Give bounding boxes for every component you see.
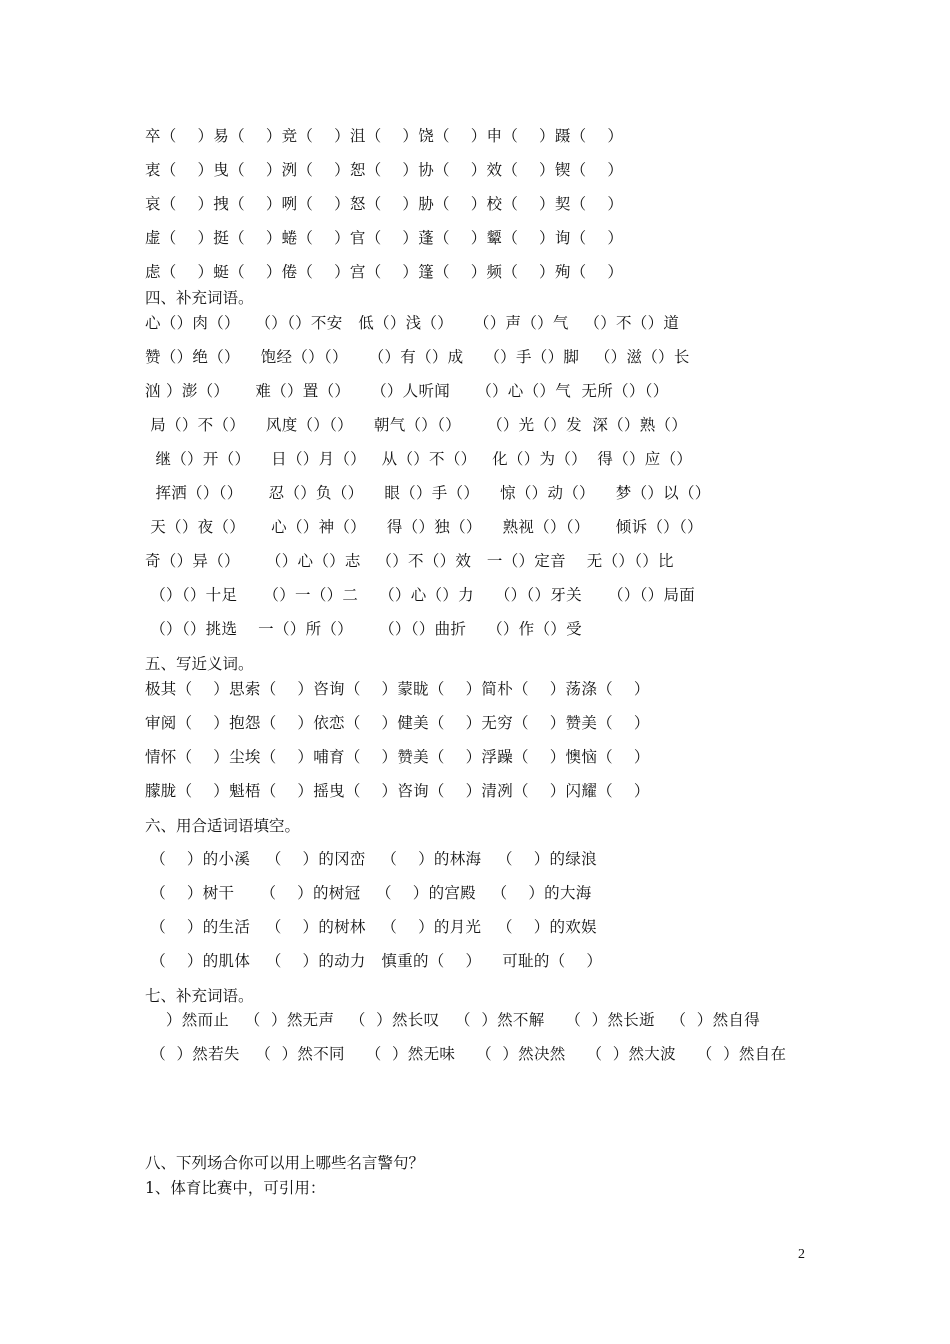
- idiom-row-7: 天（）夜（） 心（）神（） 得（）独（） 熟视（）（） 倾诉（）（）: [145, 518, 703, 536]
- fill-row-2: （ ）树干 （ ）的树冠 （ ）的宫殿 （ ）的大海: [145, 884, 592, 902]
- fill-row-4: （ ）的肌体 （ ）的动力 慎重的（ ） 可耻的（ ）: [145, 952, 603, 970]
- section8-title: 八、下列场合你可以用上哪些名言警句？: [145, 1154, 425, 1172]
- ran-row-2: （ ）然若失 （ ）然不同 （ ）然无味 （ ）然决然 （ ）然大波 （ ）然自在: [145, 1045, 787, 1063]
- char-row-5: 虑（ ）蜓（ ）倦（ ）宫（ ）篷（ ）频（ ）殉（ ）: [145, 263, 624, 281]
- idiom-row-6: 挥洒（）（） 忍（）负（） 眼（）手（） 惊（）动（） 梦（）以（）: [145, 484, 711, 502]
- ran-row-1: ）然而止 （ ）然无声 （ ）然长叹 （ ）然不解 （ ）然长逝 （ ）然自得: [145, 1011, 761, 1029]
- idiom-row-8: 奇（）异（） （）心（）志 （）不（）效 一（）定音 无（）（）比: [145, 552, 674, 570]
- fill-row-3: （ ）的生活 （ ）的树林 （ ）的月光 （ ）的欢娱: [145, 918, 597, 936]
- page-number: 2: [798, 1247, 805, 1262]
- section8-item-1: 1、体育比赛中，可引用：: [145, 1179, 326, 1197]
- synonym-row-4: 朦胧（ ）魁梧（ ）摇曳（ ）咨询（ ）清冽（ ）闪耀（ ）: [145, 782, 650, 800]
- idiom-row-4: 局（）不（） 风度（）（） 朝气（）（） （）光（）发 深（）熟（）: [145, 416, 688, 434]
- section4-title: 四、补充词语。: [145, 289, 254, 307]
- fill-row-1: （ ）的小溪 （ ）的冈峦 （ ）的林海 （ ）的绿浪: [145, 850, 597, 868]
- idiom-row-2: 赞（）绝（） 饱经（）（） （）有（）成 （）手（）脚 （）滋（）长: [145, 348, 690, 366]
- section7-title: 七、补充词语。: [145, 987, 254, 1005]
- char-row-2: 衷（ ）曳（ ）洌（ ）恕（ ）协（ ）效（ ）锲（ ）: [145, 161, 624, 179]
- section5-title: 五、写近义词。: [145, 655, 254, 673]
- synonym-row-1: 极其（ ）思索（ ）咨询（ ）蒙眬（ ）简朴（ ）荡涤（ ）: [145, 680, 650, 698]
- idiom-row-3: 汹 ）澎（） 难（）置（） （）人听闻 （）心（）气 无所（）（）: [145, 382, 669, 400]
- synonym-row-3: 情怀（ ）尘埃（ ）哺育（ ）赞美（ ）浮躁（ ）懊恼（ ）: [145, 748, 650, 766]
- char-row-1: 卒（ ）易（ ）竞（ ）沮（ ）饶（ ）申（ ）蹑（ ）: [145, 127, 624, 145]
- char-row-4: 虚（ ）挺（ ）蜷（ ）官（ ）蓬（ ）颦（ ）询（ ）: [145, 229, 624, 247]
- idiom-row-1: 心（）肉（） （）（）不安 低（）浅（） （）声（）气 （）不（）道: [145, 314, 680, 332]
- synonym-row-2: 审阅（ ）抱怨（ ）依恋（ ）健美（ ）无穷（ ）赞美（ ）: [145, 714, 650, 732]
- idiom-row-9: （）（）十足 （）一（）二 （）心（）力 （）（）牙关 （）（）局面: [145, 586, 696, 604]
- idiom-row-10: （）（）挑选 一（）所（） （）（）曲折 （）作（）受: [145, 620, 582, 638]
- section6-title: 六、用合适词语填空。: [145, 817, 301, 835]
- char-row-3: 哀（ ）拽（ ）咧（ ）怒（ ）胁（ ）校（ ）契（ ）: [145, 195, 624, 213]
- idiom-row-5: 继（）开（） 日（）月（） 从（）不（） 化（）为（） 得（）应（）: [145, 450, 693, 468]
